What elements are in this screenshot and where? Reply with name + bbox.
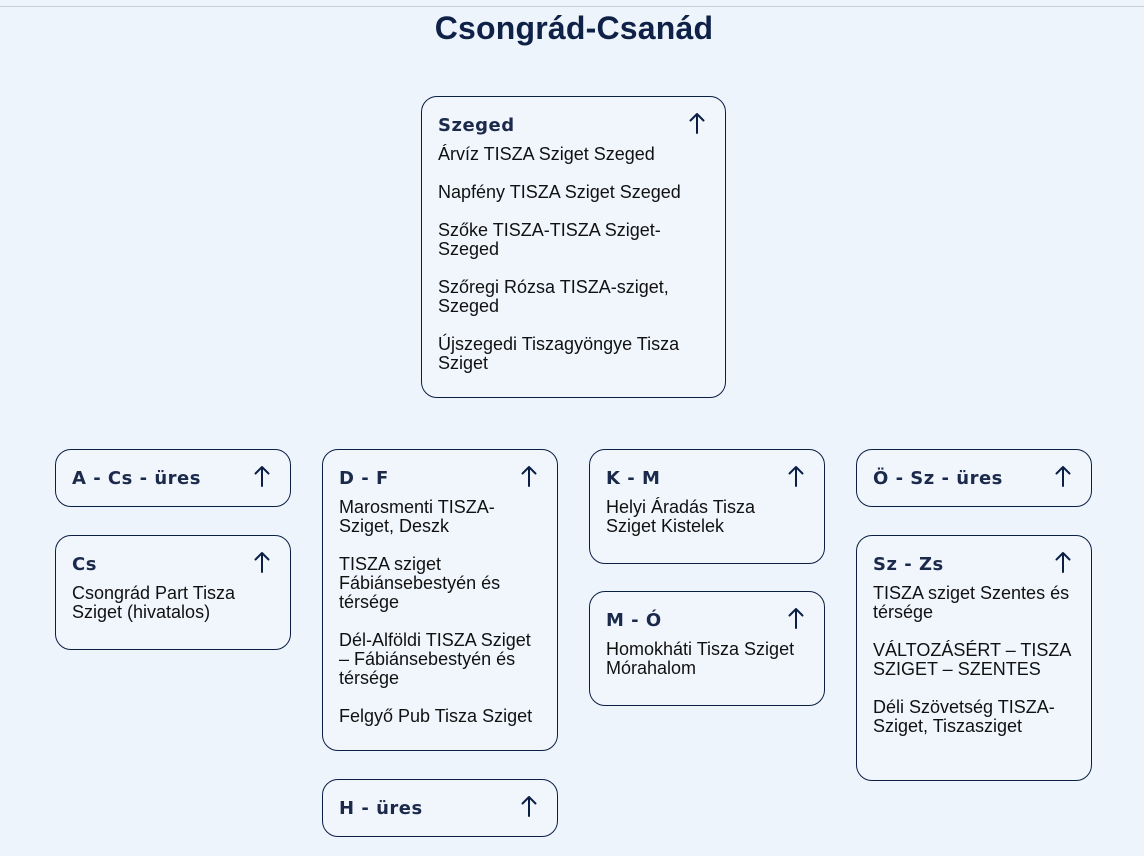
- list-item[interactable]: Szőregi Rózsa TISZA-sziget, Szeged: [438, 277, 669, 316]
- page-title: Csongrád-Csanád: [434, 10, 714, 46]
- card-title: Sz - Zs: [873, 554, 944, 575]
- top-divider: [0, 6, 1144, 7]
- card-d-f: [322, 449, 558, 751]
- list-item[interactable]: Szőke TISZA-TISZA Sziget-Szeged: [438, 220, 661, 259]
- card-title: H - üres: [339, 798, 423, 819]
- card-szeged: [421, 96, 726, 398]
- list-item[interactable]: Marosmenti TISZA-Sziget, Deszk: [339, 497, 495, 536]
- arrow-up-icon[interactable]: [254, 464, 270, 488]
- list-item[interactable]: Újszegedi Tiszagyöngye Tisza Sziget: [438, 334, 680, 373]
- card-header: [72, 536, 274, 593]
- card-header: [606, 450, 808, 507]
- arrow-up-icon[interactable]: [1055, 464, 1071, 488]
- card-title: Szeged: [438, 115, 515, 136]
- card-header: [339, 780, 541, 837]
- card-header: [606, 592, 808, 649]
- arrow-up-icon[interactable]: [1055, 550, 1071, 574]
- card-sz-zs: [856, 535, 1092, 781]
- item-list: [438, 145, 709, 373]
- card-title: K - M: [606, 468, 661, 489]
- card-title: Ö - Sz - üres: [873, 468, 1003, 489]
- list-item[interactable]: Csongrád Part Tisza Sziget (hivatalos): [72, 583, 236, 622]
- arrow-up-icon[interactable]: [788, 464, 804, 488]
- list-item[interactable]: Dél-Alföldi TISZA Sziget – Fábiánsebestyén és térsége: [339, 630, 531, 688]
- list-item[interactable]: Déli Szövetség TISZA-Sziget, Tiszasziget: [873, 697, 1055, 736]
- list-item[interactable]: TISZA sziget Fábiánsebestyén és térsége: [339, 554, 501, 612]
- arrow-up-icon[interactable]: [689, 111, 705, 135]
- card-o-sz: [856, 449, 1092, 507]
- card-h: [322, 779, 558, 837]
- card-title: D - F: [339, 468, 389, 489]
- arrow-up-icon[interactable]: [521, 464, 537, 488]
- card-a-cs: [55, 449, 291, 507]
- card-header: [873, 536, 1075, 593]
- card-title: A - Cs - üres: [72, 468, 201, 489]
- list-item[interactable]: Napfény TISZA Sziget Szeged: [438, 182, 681, 202]
- card-header: [873, 450, 1075, 507]
- card-header: [72, 450, 274, 507]
- card-header: [339, 450, 541, 507]
- card-cs: [55, 535, 291, 650]
- item-list: [873, 584, 1075, 736]
- list-item[interactable]: VÁLTOZÁSÉRT – TISZA SZIGET – SZENTES: [873, 640, 1071, 679]
- card-title: M - Ó: [606, 610, 662, 631]
- list-item[interactable]: Felgyő Pub Tisza Sziget: [339, 706, 533, 726]
- arrow-up-icon[interactable]: [788, 606, 804, 630]
- card-k-m: [589, 449, 825, 564]
- card-header: [438, 97, 709, 154]
- item-list: [339, 498, 541, 726]
- list-item[interactable]: Árvíz TISZA Sziget Szeged: [438, 144, 655, 164]
- arrow-up-icon[interactable]: [521, 794, 537, 818]
- card-title: Cs: [72, 554, 97, 575]
- card-m-o: [589, 591, 825, 706]
- arrow-up-icon[interactable]: [254, 550, 270, 574]
- list-item[interactable]: Helyi Áradás Tisza Sziget Kistelek: [606, 497, 756, 536]
- list-item[interactable]: TISZA sziget Szentes és térsége: [873, 583, 1070, 622]
- list-item[interactable]: Homokháti Tisza Sziget Mórahalom: [606, 639, 795, 678]
